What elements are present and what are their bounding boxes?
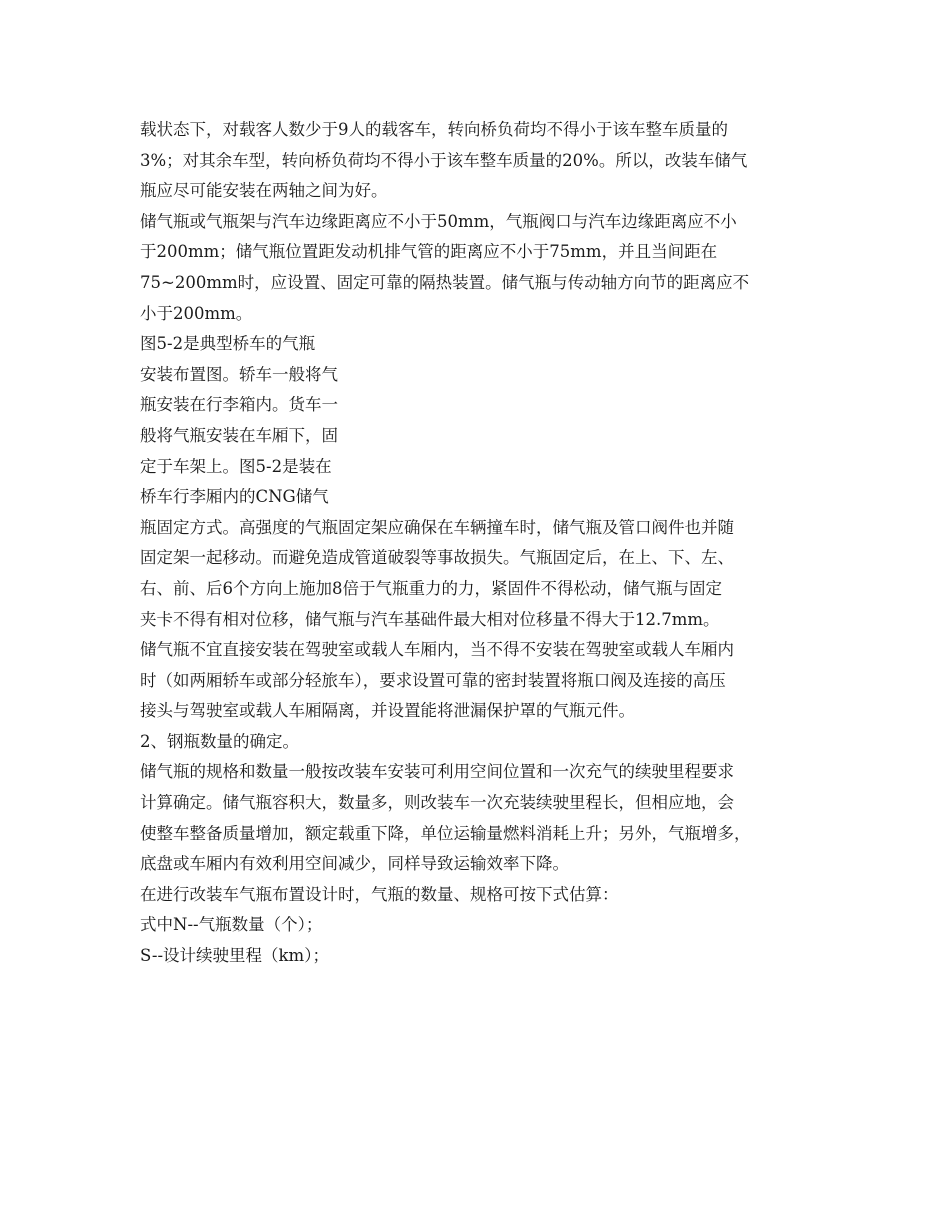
text-line-5: 于200mm；储气瓶位置距发动机排气管的距离应不小于75mm，并且当间距在 (140, 242, 718, 262)
text-line-10: 瓶安装在行李箱内。货车一 (140, 395, 338, 415)
text-line-3: 瓶应尽可能安装在两轴之间为好。 (140, 181, 388, 201)
section-heading: 2、钢瓶数量的确定。 (140, 731, 299, 751)
text-line-26: 在进行改装车气瓶布置设计时，气瓶的数量、规格可按下式估算： (140, 884, 619, 904)
text-line-12: 定于车架上。图5-2是装在 (140, 456, 332, 476)
text-line-19: 时（如两厢轿车或部分轻旅车），要求设置可靠的密封装置将瓶口阀及连接的高压 (140, 670, 726, 690)
text-line-25: 底盘或车厢内有效利用空间减少，同样导致运输效率下降。 (140, 854, 569, 874)
text-line-18: 储气瓶不宜直接安装在驾驶室或载人车厢内，当不得不安装在驾驶室或载人车厢内 (140, 640, 734, 660)
text-line-11: 般将气瓶安装在车厢下，固 (140, 425, 338, 445)
text-line-4: 储气瓶或气瓶架与汽车边缘距离应不小于50mm，气瓶阀口与汽车边缘距离应不小 (140, 211, 737, 231)
text-line-9: 安装布置图。轿车一般将气 (140, 364, 338, 384)
text-line-6: 75~200mm时，应设置、固定可靠的隔热装置。储气瓶与传动轴方向节的距离应不 (140, 272, 750, 292)
text-line-24: 使整车整备质量增加，额定载重下降，单位运输量燃料消耗上升；另外，气瓶增多， (140, 823, 751, 843)
body-text (140, 115, 812, 972)
text-line-14: 瓶固定方式。高强度的气瓶固定架应确保在车辆撞车时，储气瓶及管口阀件也并随 (140, 517, 734, 537)
text-line-27: 式中N--气瓶数量（个）； (140, 915, 323, 935)
text-line-15: 固定架一起移动。而避免造成管道破裂等事故损失。气瓶固定后，在上、下、左、 (140, 548, 734, 568)
text-line-16: 右、前、后6个方向上施加8倍于气瓶重力的力，紧固件不得松动，储气瓶与固定 (140, 578, 722, 598)
text-line-7: 小于200mm。 (140, 303, 253, 323)
text-line-17: 夹卡不得有相对位移，储气瓶与汽车基础件最大相对位移量不得大于12.7mm。 (140, 609, 720, 629)
text-line-28: S--设计续驶里程（km）； (140, 946, 329, 966)
text-line-13: 桥车行李厢内的CNG储气 (140, 487, 329, 507)
text-line-8: 图5-2是典型桥车的气瓶 (140, 334, 316, 354)
text-line-20: 接头与驾驶室或载人车厢隔离，并设置能将泄漏保护罩的气瓶元件。 (140, 701, 635, 721)
text-line-22: 储气瓶的规格和数量一般按改装车安装可利用空间位置和一次充气的续驶里程要求 (140, 762, 734, 782)
text-line-1: 载状态下，对载客人数少于9人的载客车，转向桥负荷均不得小于该车整车质量的 (140, 120, 728, 139)
text-line-23: 计算确定。储气瓶容积大，数量多，则改装车一次充装续驶里程长，但相应地，会 (140, 793, 734, 813)
text-line-2: 3%；对其余车型，转向桥负荷均不得小于该车整车质量的20%。所以，改装车储气 (140, 150, 748, 170)
